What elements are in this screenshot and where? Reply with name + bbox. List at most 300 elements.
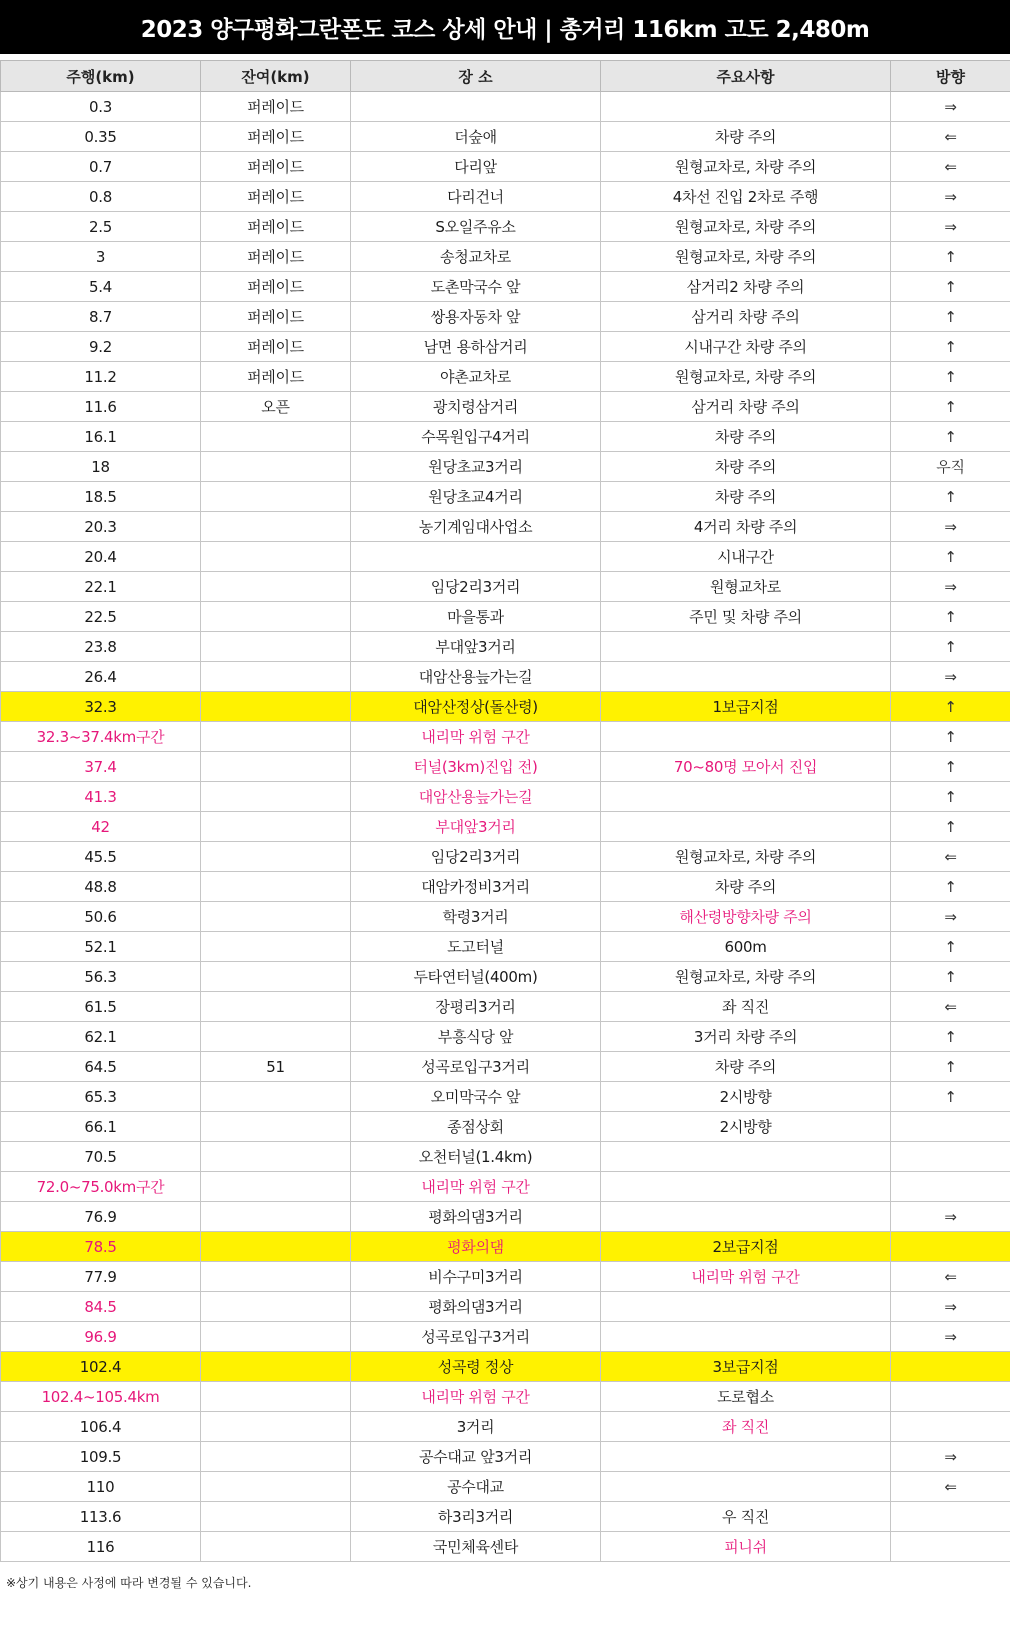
note-cell [601,1202,891,1232]
distance-cell: 96.9 [1,1322,201,1352]
direction-cell [891,1382,1010,1412]
table-row [1,662,1010,692]
distance-cell: 109.5 [1,1442,201,1472]
table-row [1,1142,1010,1172]
remaining-cell: 퍼레이드 [201,272,351,302]
direction-cell [891,1532,1010,1562]
table-row [1,1352,1010,1382]
table-row [1,1112,1010,1142]
direction-cell: ↑ [891,872,1010,902]
remaining-cell: 퍼레이드 [201,212,351,242]
note-cell: 차량 주의 [601,452,891,482]
place-cell: 임당2리3거리 [351,842,601,872]
distance-cell: 65.3 [1,1082,201,1112]
direction-cell: ⇐ [891,1262,1010,1292]
direction-cell: ↑ [891,242,1010,272]
distance-cell: 18.5 [1,482,201,512]
remaining-cell [201,602,351,632]
direction-cell: ↑ [891,602,1010,632]
page-title: 2023 양구평화그란폰도 코스 상세 안내 | 총거리 116km 고도 2,480m [0,0,1010,54]
direction-cell: ⇒ [891,662,1010,692]
remaining-cell [201,932,351,962]
place-cell: 다리앞 [351,152,601,182]
distance-cell: 2.5 [1,212,201,242]
table-row [1,122,1010,152]
distance-cell: 23.8 [1,632,201,662]
remaining-cell [201,1412,351,1442]
direction-cell: ↑ [891,392,1010,422]
distance-cell: 70.5 [1,1142,201,1172]
place-cell: 수목원입구4거리 [351,422,601,452]
remaining-cell: 퍼레이드 [201,182,351,212]
place-cell: 성곡로입구3거리 [351,1052,601,1082]
note-cell: 원형교차로 [601,572,891,602]
direction-cell: ⇐ [891,152,1010,182]
distance-cell: 20.3 [1,512,201,542]
table-row [1,1292,1010,1322]
distance-cell: 110 [1,1472,201,1502]
note-cell: 원형교차로, 차량 주의 [601,962,891,992]
remaining-cell [201,1502,351,1532]
remaining-cell [201,722,351,752]
table-row [1,542,1010,572]
remaining-cell: 퍼레이드 [201,362,351,392]
note-cell: 차량 주의 [601,122,891,152]
remaining-cell [201,1472,351,1502]
table-row [1,152,1010,182]
table-row [1,1382,1010,1412]
remaining-cell [201,1532,351,1562]
direction-cell: ⇒ [891,902,1010,932]
place-cell: 부대앞3거리 [351,632,601,662]
place-cell: 마을통과 [351,602,601,632]
direction-cell: ↑ [891,1052,1010,1082]
place-cell: 내리막 위험 구간 [351,1382,601,1412]
remaining-cell [201,1382,351,1412]
note-cell [601,1142,891,1172]
place-cell: 대암산정상(돌산령) [351,692,601,722]
distance-cell: 56.3 [1,962,201,992]
place-cell: 종점상회 [351,1112,601,1142]
direction-cell [891,1142,1010,1172]
direction-cell: ⇐ [891,1472,1010,1502]
place-cell: 두타연터널(400m) [351,962,601,992]
note-cell: 시내구간 [601,542,891,572]
note-cell: 주민 및 차량 주의 [601,602,891,632]
direction-cell: ⇒ [891,1442,1010,1472]
place-cell: 원당초교4거리 [351,482,601,512]
note-cell [601,632,891,662]
table-row [1,362,1010,392]
note-cell: 2시방향 [601,1082,891,1112]
note-cell [601,1322,891,1352]
place-cell: 국민체육센타 [351,1532,601,1562]
table-row [1,1442,1010,1472]
note-cell: 시내구간 차량 주의 [601,332,891,362]
direction-cell: ↑ [891,782,1010,812]
distance-cell: 106.4 [1,1412,201,1442]
direction-cell: ⇒ [891,512,1010,542]
note-cell [601,1472,891,1502]
note-cell [601,92,891,122]
table-row [1,1262,1010,1292]
distance-cell: 50.6 [1,902,201,932]
place-cell: 평화의댐3거리 [351,1202,601,1232]
remaining-cell [201,512,351,542]
remaining-cell [201,1442,351,1472]
table-row [1,1532,1010,1562]
distance-cell: 116 [1,1532,201,1562]
distance-cell: 78.5 [1,1232,201,1262]
distance-cell: 20.4 [1,542,201,572]
direction-cell: ↑ [891,932,1010,962]
direction-cell: ↑ [891,962,1010,992]
direction-cell: ⇒ [891,212,1010,242]
direction-cell: ↑ [891,332,1010,362]
table-row [1,1022,1010,1052]
note-cell: 좌 직진 [601,1412,891,1442]
table-row [1,92,1010,122]
note-cell: 차량 주의 [601,872,891,902]
table-row [1,392,1010,422]
place-cell: 원당초교3거리 [351,452,601,482]
direction-cell: ⇒ [891,1202,1010,1232]
table-row [1,872,1010,902]
note-cell: 원형교차로, 차량 주의 [601,212,891,242]
note-cell: 차량 주의 [601,422,891,452]
direction-cell: ↑ [891,632,1010,662]
table-row [1,602,1010,632]
note-cell: 2보급지점 [601,1232,891,1262]
note-cell: 차량 주의 [601,1052,891,1082]
remaining-cell: 오픈 [201,392,351,422]
note-cell: 피니쉬 [601,1532,891,1562]
distance-cell: 32.3 [1,692,201,722]
direction-cell [891,1352,1010,1382]
distance-cell: 26.4 [1,662,201,692]
remaining-cell [201,572,351,602]
remaining-cell [201,1112,351,1142]
note-cell: 4거리 차량 주의 [601,512,891,542]
place-cell: S오일주유소 [351,212,601,242]
place-cell: 하3리3거리 [351,1502,601,1532]
direction-cell: 우직 [891,452,1010,482]
note-cell: 4차선 진입 2차로 주행 [601,182,891,212]
remaining-cell: 퍼레이드 [201,92,351,122]
table-row [1,512,1010,542]
place-cell: 학령3거리 [351,902,601,932]
remaining-cell [201,452,351,482]
distance-cell: 102.4 [1,1352,201,1382]
remaining-cell [201,872,351,902]
table-row [1,782,1010,812]
place-cell: 더숲애 [351,122,601,152]
direction-cell [891,1502,1010,1532]
table-header-row [1,61,1010,92]
note-cell: 원형교차로, 차량 주의 [601,152,891,182]
table-row [1,1502,1010,1532]
place-cell: 송청교차로 [351,242,601,272]
place-cell [351,542,601,572]
direction-cell: ↑ [891,692,1010,722]
table-row [1,752,1010,782]
remaining-cell [201,542,351,572]
remaining-cell [201,632,351,662]
distance-cell: 48.8 [1,872,201,902]
distance-cell: 0.7 [1,152,201,182]
table-row [1,1412,1010,1442]
note-cell: 70~80명 모아서 진입 [601,752,891,782]
note-cell: 원형교차로, 차량 주의 [601,362,891,392]
table-row [1,842,1010,872]
remaining-cell: 51 [201,1052,351,1082]
distance-cell: 52.1 [1,932,201,962]
direction-cell [891,1172,1010,1202]
note-cell: 삼거리 차량 주의 [601,302,891,332]
note-cell: 차량 주의 [601,482,891,512]
header-direction: 방향 [891,61,1010,92]
direction-cell: ↑ [891,542,1010,572]
direction-cell [891,1112,1010,1142]
distance-cell: 61.5 [1,992,201,1022]
remaining-cell [201,992,351,1022]
note-cell: 삼거리2 차량 주의 [601,272,891,302]
place-cell: 내리막 위험 구간 [351,722,601,752]
table-row [1,902,1010,932]
note-cell [601,1292,891,1322]
direction-cell: ⇐ [891,992,1010,1022]
note-cell: 원형교차로, 차량 주의 [601,242,891,272]
place-cell: 비수구미3거리 [351,1262,601,1292]
note-cell: 600m [601,932,891,962]
direction-cell: ⇒ [891,1292,1010,1322]
note-cell [601,1172,891,1202]
direction-cell: ↑ [891,1082,1010,1112]
table-body [1,92,1010,1562]
table-row [1,212,1010,242]
distance-cell: 22.5 [1,602,201,632]
table-row [1,1172,1010,1202]
table-row [1,932,1010,962]
remaining-cell: 퍼레이드 [201,242,351,272]
place-cell: 남면 용하삼거리 [351,332,601,362]
direction-cell: ↑ [891,422,1010,452]
distance-cell: 45.5 [1,842,201,872]
table-row [1,182,1010,212]
distance-cell: 0.35 [1,122,201,152]
table-row [1,1472,1010,1502]
direction-cell: ⇐ [891,842,1010,872]
remaining-cell [201,812,351,842]
place-cell: 오미막국수 앞 [351,1082,601,1112]
place-cell: 대암산용늪가는길 [351,662,601,692]
distance-cell: 66.1 [1,1112,201,1142]
remaining-cell [201,1082,351,1112]
table-row [1,1082,1010,1112]
direction-cell: ↑ [891,1022,1010,1052]
footnote: ※상기 내용은 사정에 따라 변경될 수 있습니다. [6,1576,252,1590]
place-cell: 다리건너 [351,182,601,212]
note-cell: 도로협소 [601,1382,891,1412]
note-cell: 2시방향 [601,1112,891,1142]
direction-cell: ⇒ [891,92,1010,122]
remaining-cell [201,902,351,932]
place-cell: 3거리 [351,1412,601,1442]
note-cell: 3거리 차량 주의 [601,1022,891,1052]
direction-cell [891,1412,1010,1442]
course-table [0,60,1010,1562]
place-cell: 대암카정비3거리 [351,872,601,902]
header-notes: 주요사항 [601,61,891,92]
place-cell: 평화의댐 [351,1232,601,1262]
table-row [1,422,1010,452]
table-row [1,482,1010,512]
place-cell [351,92,601,122]
distance-cell: 42 [1,812,201,842]
distance-cell: 62.1 [1,1022,201,1052]
distance-cell: 72.0~75.0km구간 [1,1172,201,1202]
distance-cell: 9.2 [1,332,201,362]
table-row [1,572,1010,602]
distance-cell: 3 [1,242,201,272]
note-cell [601,1442,891,1472]
table-row [1,722,1010,752]
place-cell: 쌍용자동차 앞 [351,302,601,332]
place-cell: 대암산용늪가는길 [351,782,601,812]
table-row [1,302,1010,332]
place-cell: 평화의댐3거리 [351,1292,601,1322]
table-row [1,962,1010,992]
place-cell: 공수대교 [351,1472,601,1502]
distance-cell: 11.2 [1,362,201,392]
distance-cell: 0.8 [1,182,201,212]
direction-cell: ↑ [891,302,1010,332]
table-row [1,1322,1010,1352]
direction-cell: ⇒ [891,572,1010,602]
distance-cell: 32.3~37.4km구간 [1,722,201,752]
note-cell [601,722,891,752]
table-row [1,692,1010,722]
distance-cell: 113.6 [1,1502,201,1532]
place-cell: 오천터널(1.4km) [351,1142,601,1172]
header-place: 장 소 [351,61,601,92]
direction-cell: ⇒ [891,1322,1010,1352]
distance-cell: 22.1 [1,572,201,602]
place-cell: 도촌막국수 앞 [351,272,601,302]
place-cell: 성곡로입구3거리 [351,1322,601,1352]
remaining-cell [201,1142,351,1172]
remaining-cell [201,662,351,692]
place-cell: 야촌교차로 [351,362,601,392]
remaining-cell [201,1202,351,1232]
direction-cell: ↑ [891,812,1010,842]
remaining-cell [201,1262,351,1292]
remaining-cell [201,1322,351,1352]
note-cell [601,662,891,692]
direction-cell: ⇒ [891,182,1010,212]
distance-cell: 76.9 [1,1202,201,1232]
place-cell: 농기계임대사업소 [351,512,601,542]
table-row [1,242,1010,272]
table-row [1,812,1010,842]
remaining-cell [201,1352,351,1382]
distance-cell: 84.5 [1,1292,201,1322]
place-cell: 부흥식당 앞 [351,1022,601,1052]
distance-cell: 77.9 [1,1262,201,1292]
direction-cell: ↑ [891,482,1010,512]
remaining-cell: 퍼레이드 [201,152,351,182]
note-cell: 좌 직진 [601,992,891,1022]
note-cell: 3보급지점 [601,1352,891,1382]
remaining-cell [201,782,351,812]
note-cell [601,782,891,812]
table-row [1,272,1010,302]
remaining-cell: 퍼레이드 [201,122,351,152]
place-cell: 광치령삼거리 [351,392,601,422]
note-cell: 우 직진 [601,1502,891,1532]
direction-cell: ⇐ [891,122,1010,152]
note-cell: 내리막 위험 구간 [601,1262,891,1292]
place-cell: 내리막 위험 구간 [351,1172,601,1202]
note-cell: 원형교차로, 차량 주의 [601,842,891,872]
distance-cell: 102.4~105.4km [1,1382,201,1412]
direction-cell [891,1232,1010,1262]
distance-cell: 41.3 [1,782,201,812]
place-cell: 부대앞3거리 [351,812,601,842]
note-cell [601,812,891,842]
table-row [1,992,1010,1022]
remaining-cell [201,1232,351,1262]
table-row [1,1052,1010,1082]
distance-cell: 16.1 [1,422,201,452]
place-cell: 성곡령 정상 [351,1352,601,1382]
remaining-cell: 퍼레이드 [201,332,351,362]
note-cell: 삼거리 차량 주의 [601,392,891,422]
remaining-cell [201,752,351,782]
remaining-cell [201,842,351,872]
place-cell: 공수대교 앞3거리 [351,1442,601,1472]
remaining-cell [201,1292,351,1322]
distance-cell: 5.4 [1,272,201,302]
header-distance: 주행(km) [1,61,201,92]
table-row [1,452,1010,482]
table-row [1,632,1010,662]
direction-cell: ↑ [891,362,1010,392]
direction-cell: ↑ [891,722,1010,752]
note-cell: 해산령방향차량 주의 [601,902,891,932]
direction-cell: ↑ [891,272,1010,302]
place-cell: 터널(3km)진입 전) [351,752,601,782]
remaining-cell: 퍼레이드 [201,302,351,332]
distance-cell: 0.3 [1,92,201,122]
remaining-cell [201,962,351,992]
place-cell: 도고터널 [351,932,601,962]
remaining-cell [201,482,351,512]
remaining-cell [201,422,351,452]
remaining-cell [201,1022,351,1052]
distance-cell: 18 [1,452,201,482]
place-cell: 장평리3거리 [351,992,601,1022]
note-cell: 1보급지점 [601,692,891,722]
distance-cell: 8.7 [1,302,201,332]
distance-cell: 11.6 [1,392,201,422]
table-row [1,332,1010,362]
direction-cell: ↑ [891,752,1010,782]
remaining-cell [201,692,351,722]
remaining-cell [201,1172,351,1202]
table-row [1,1232,1010,1262]
distance-cell: 37.4 [1,752,201,782]
